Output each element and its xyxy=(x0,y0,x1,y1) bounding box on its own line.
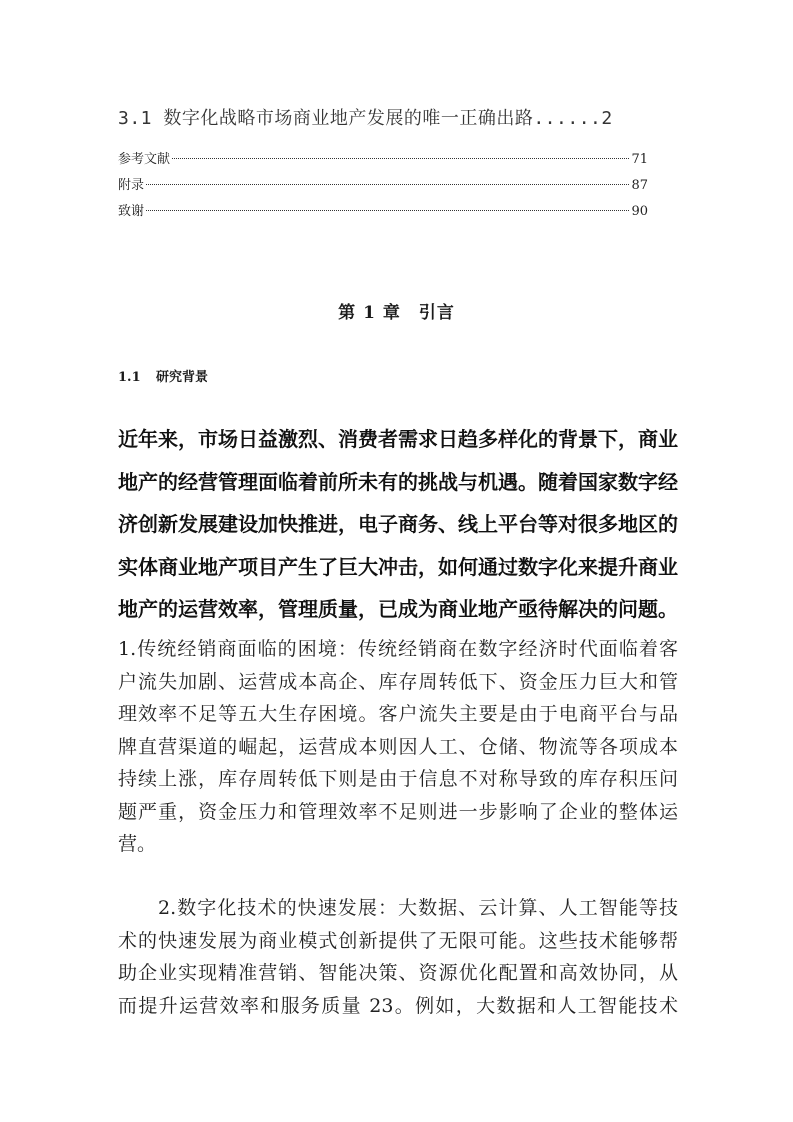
paragraph-line: 户流失加剧、运营成本高企、库存周转低下、资金压力巨大和管 xyxy=(118,670,678,693)
paragraph-line: 2.数字化技术的快速发展：大数据、云计算、人工智能等技 xyxy=(158,897,678,919)
paragraph-traditional-dealers xyxy=(118,633,678,861)
paragraph-line: 营。 xyxy=(118,833,157,855)
toc-item-page: 87 xyxy=(631,178,648,193)
toc-leader-dots xyxy=(146,210,629,211)
toc-item-title: 参考文献 xyxy=(118,152,171,167)
paragraph-line: 术的快速发展为商业模式创新提供了无限可能。这些技术能够帮 xyxy=(118,929,678,952)
paragraph-line: 济创新发展建设加快推进，电子商务、线上平台等对很多地区的 xyxy=(118,512,678,536)
intro-bold-paragraph xyxy=(118,418,678,631)
paragraph-line: 理效率不足等五大生存困境。客户流失主要是由于电商平台与品 xyxy=(118,703,678,725)
paragraph-line: 地产的运营效率，管理质量，已成为商业地产亟待解决的问题。 xyxy=(118,597,678,621)
section-heading xyxy=(118,366,208,385)
chapter-title-text: 引言 xyxy=(418,303,455,323)
toc-item-title: 附录 xyxy=(118,178,145,193)
paragraph-line: 牌直营渠道的崛起，运营成本则因人工、仓储、物流等各项成本 xyxy=(118,735,678,758)
paragraph-line: 地产的经营管理面临着前所未有的挑战与机遇。随着国家数字经 xyxy=(118,469,678,494)
chapter-heading xyxy=(0,298,793,323)
paragraph-digital-technology xyxy=(118,892,678,1022)
paragraph-line: 实体商业地产项目产生了巨大冲击，如何通过数字化来提升商业 xyxy=(118,554,678,579)
section-number: 1.1 xyxy=(118,370,141,385)
section-title-text: 研究背景 xyxy=(156,370,209,385)
toc-item-references[interactable] xyxy=(118,148,648,174)
paragraph-line: 而提升运营效率和服务质量 23。例如，大数据和人工智能技术 xyxy=(118,994,678,1017)
toc-item-title: 致谢 xyxy=(118,204,145,219)
toc-item-page: 71 xyxy=(631,152,648,167)
paragraph-line: 1.传统经销商面临的困境：传统经销商在数字经济时代面临着客 xyxy=(118,638,678,660)
toc-leader-dots xyxy=(172,158,629,159)
paragraph-line: 题严重，资金压力和管理效率不足则进一步影响了企业的整体运 xyxy=(118,800,678,823)
paragraph-line: 持续上涨，库存周转低下则是由于信息不对称导致的库存积压问 xyxy=(118,768,678,790)
paragraph-line: 助企业实现精准营销、智能决策、资源优化配置和高效协同，从 xyxy=(118,962,678,984)
toc-item-acknowledgements[interactable] xyxy=(118,200,648,226)
toc-list xyxy=(118,148,648,226)
paragraph-line: 近年来，市场日益激烈、消费者需求日趋多样化的背景下，商业 xyxy=(118,427,678,451)
toc-leader-dots xyxy=(146,184,629,185)
chapter-number: 第 1 章 xyxy=(338,303,401,323)
toc-main-entry[interactable]: 3.1 数字化战略市场商业地产发展的唯一正确出路......2 xyxy=(118,108,613,129)
toc-item-appendix[interactable] xyxy=(118,174,648,200)
toc-item-page: 90 xyxy=(631,204,648,219)
